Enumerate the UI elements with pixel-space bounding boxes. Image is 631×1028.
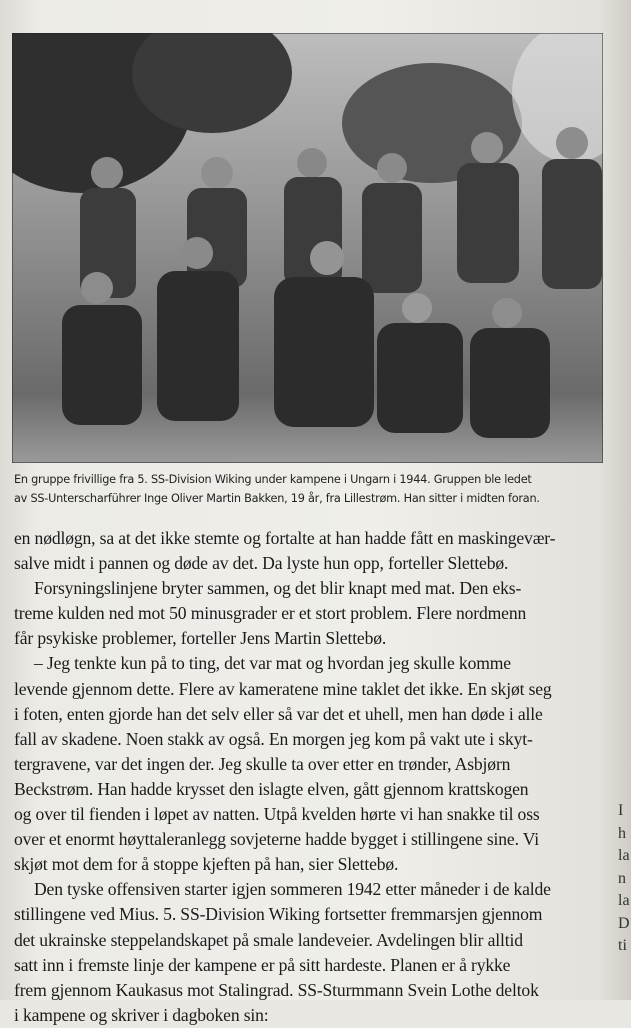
article-body bbox=[14, 526, 631, 1028]
edge-glyph: ti bbox=[618, 937, 627, 954]
body-line: Beckstrøm. Han hadde krysset den islagte elven, gått gjennom krattskogen bbox=[14, 778, 529, 799]
edge-glyph: n bbox=[618, 869, 626, 887]
body-line: får psykiske problemer, forteller Jens Martin Slettebø. bbox=[14, 628, 387, 649]
body-line: det ukrainske steppelandskapet på smale landeveier. Avdelingen blir alltid bbox=[14, 929, 523, 950]
body-line: treme kulden ned mot 50 minusgrader er et stort problem. Flere nordmenn bbox=[14, 603, 527, 624]
body-line: tergravene, var det ingen der. Jeg skulle ta over etter en trønder, Asbjørn bbox=[14, 753, 511, 774]
body-line: skjøt mot dem for å stoppe kjeften på han, sier Slettebø. bbox=[14, 854, 399, 875]
body-line: over et enormt høyttaleranlegg sovjeterne hadde bygget i stillingene sine. Vi bbox=[14, 829, 539, 850]
body-line: fall av skadene. Noen stakk av også. En morgen jeg kom på vakt ute i skyt- bbox=[14, 728, 533, 749]
body-line: frem gjennom Kaukasus mot Stalingrad. SS-Sturmmann Svein Lothe deltok bbox=[14, 979, 539, 1000]
body-line: i foten, enten gjorde han det selv eller så var det et uhell, men han døde i alle bbox=[14, 703, 543, 724]
body-line: levende gjennom dette. Flere av kameratene mine taklet det ikke. En skjøt seg bbox=[14, 678, 552, 699]
caption-line: En gruppe frivillige fra 5. SS-Division Wiking under kampene i Ungarn i 1944. Gruppen ble ledet bbox=[14, 473, 532, 486]
body-line: i kampene og skriver i dagboken sin: bbox=[14, 1004, 269, 1025]
body-line: stillingene ved Mius. 5. SS-Division Wiking fortsetter fremmarsjen gjennom bbox=[14, 904, 543, 925]
edge-glyph: D bbox=[618, 914, 630, 932]
body-line: – Jeg tenkte kun på to ting, det var mat og hvordan jeg skulle komme bbox=[34, 653, 511, 674]
edge-glyph: I bbox=[618, 802, 624, 819]
body-line: Forsyningslinjene bryter sammen, og det blir knapt med mat. Den eks- bbox=[34, 578, 522, 599]
edge-glyph: la bbox=[618, 847, 630, 864]
body-line: salve midt i pannen og døde av det. Da lyste hun opp, forteller Slettebø. bbox=[14, 553, 509, 574]
body-line: Den tyske offensiven starter igjen sommeren 1942 etter måneder i de kalde bbox=[34, 879, 551, 900]
edge-glyph: h bbox=[618, 824, 626, 842]
edge-glyph: la bbox=[618, 892, 630, 909]
body-line: satt inn i fremste linje der kampene er på sitt hardeste. Planen er å rykke bbox=[14, 954, 511, 975]
facing-page-edge bbox=[618, 800, 631, 958]
body-line: en nødløgn, sa at det ikke stemte og fortalte at han hadde fått en maskingevær- bbox=[14, 528, 556, 548]
caption-line: av SS-Unterscharführer Inge Oliver Martin Bakken, 19 år, fra Lillestrøm. Han sitter i midten foran. bbox=[14, 492, 540, 505]
group-photo bbox=[12, 33, 603, 463]
body-line: og over til fienden i løpet av natten. Utpå kvelden hørte vi han snakke til oss bbox=[14, 804, 540, 825]
group-portrait-photo-icon bbox=[12, 33, 603, 463]
